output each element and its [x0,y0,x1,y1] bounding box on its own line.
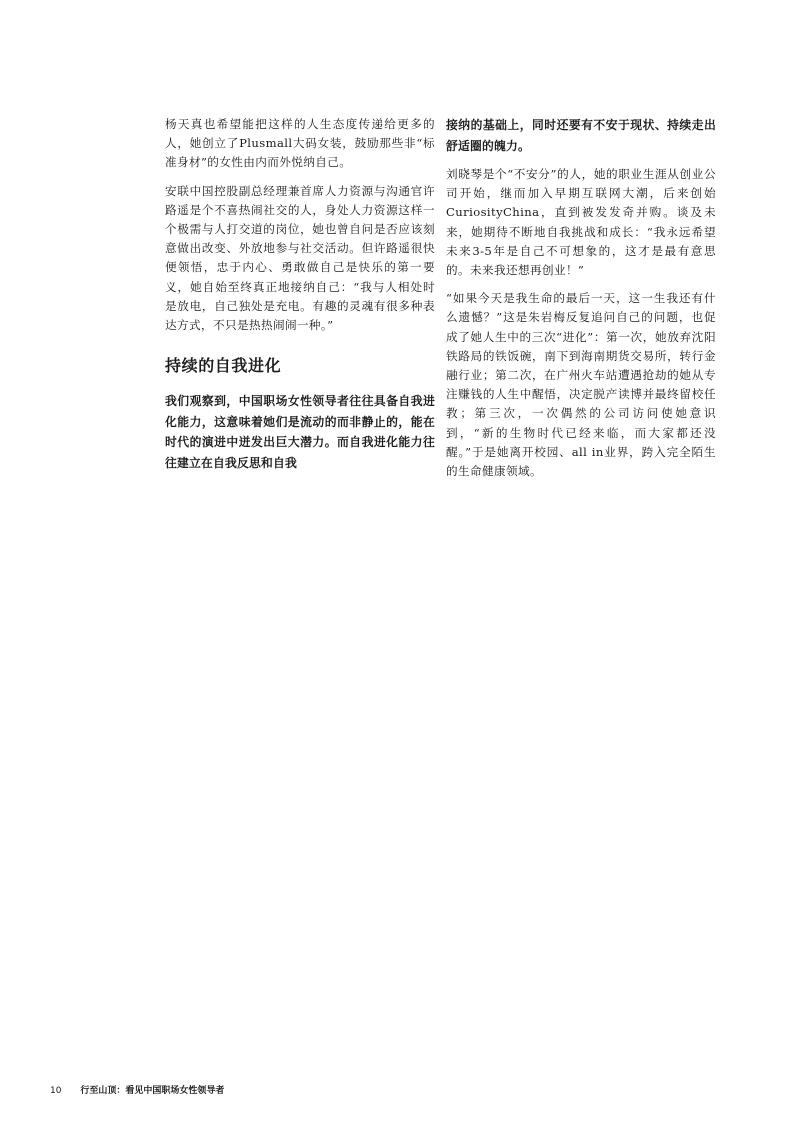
lead-paragraph-continued: 接纳的基础上，同时还要有不安于现状、持续走出舒适圈的魄力。 [446,118,716,153]
running-title: 行至山顶：看见中国职场女性领导者 [80,1086,225,1096]
lead-paragraph: 我们观察到，中国职场女性领导者往往具备自我进化能力，这意味着她们是流动的而非静止的，能在时代的演进中迸发出巨大潜力。而自我进化能力往往建立在自我反思和自我 [165,394,435,470]
body-paragraph: 刘晓琴是个“不安分”的人，她的职业生涯从创业公司开始，继而加入早期互联网大潮，后来创始CuriosityChina，直到被发发奇并购。谈及未来，她期待不断地自我挑战和成长：“我永远希望未来3-5年是自己不可想象的，这才是最有意思的。未来我还想再创业！” [446,167,716,278]
section-heading: 持续的自我进化 [165,356,282,376]
page-footer [50,1085,224,1097]
right-column [446,115,716,490]
body-paragraph: “如果今天是我生命的最后一天，这一生我还有什么遗憾？”这是朱岩梅反复追问自己的问题，也促成了她人生中的三次“进化”：第一次，她放弃沈阳铁路局的铁饭碗，南下到海南期货交易所，转行金融行业；第二次，在广州火车站遭遇抢劫的她从专注赚钱的人生中醒悟，决定脱产读博并最终留校任教；第三次，一次偶然的公司访问使她意识到，“新的生物时代已经来临，而大家都还没醒。”于是她离开校园、all in业界，跨入完全陌生的生命健康领域。 [446,291,716,479]
body-paragraph: 杨天真也希望能把这样的人生态度传递给更多的人，她创立了Plusmall大码女装，鼓励那些非“标准身材”的女性由内而外悦纳自己。 [165,117,435,170]
body-paragraph: 安联中国控股副总经理兼首席人力资源与沟通官许路遥是个不喜热闹社交的人，身处人力资源这样一个极需与人打交道的岗位，她也曾自问是否应该刻意做出改变、外放地参与社交活动。但许路遥很快便领悟，忠于内心、勇敢做自己是快乐的第一要义，她自始至终真正地接纳自己：“我与人相处时是放电，自己独处是充电。有趣的灵魂有很多种表达方式，不只是热热闹闹一种。” [165,183,435,333]
left-column [165,115,435,482]
page-number: 10 [50,1086,62,1096]
